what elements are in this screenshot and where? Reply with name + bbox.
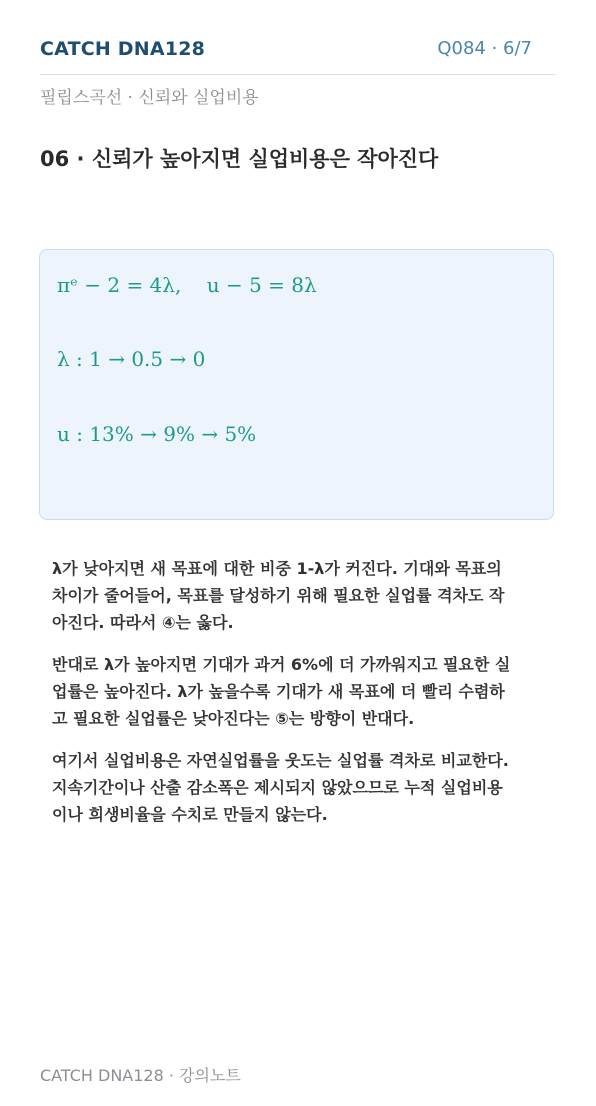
formula-lambda-path: λ : 1 → 0.5 → 0 bbox=[57, 347, 206, 371]
page-footer: CATCH DNA128 · 강의노트 bbox=[40, 1066, 241, 1085]
explanation-paragraph-1 bbox=[52, 555, 552, 636]
page-indicator: Q084 · 6/7 bbox=[437, 38, 532, 59]
formula-box bbox=[39, 249, 554, 520]
paragraph-line: 업률은 높아진다. λ가 높을수록 기대가 새 목표에 더 빨리 수렴하 bbox=[52, 682, 505, 701]
paragraph-line: 지속기간이나 산출 감소폭은 제시되지 않았으므로 누적 실업비용 bbox=[52, 778, 503, 797]
paragraph-line: 고 필요한 실업률은 낮아진다는 ⑤는 방향이 반대다. bbox=[52, 709, 415, 728]
explanation-paragraph-2 bbox=[52, 651, 552, 732]
brand-title: CATCH DNA128 bbox=[40, 38, 206, 60]
page-header bbox=[40, 36, 556, 75]
page-title: 06 · 신뢰가 높아지면 실업비용은 작아진다 bbox=[40, 147, 439, 171]
paragraph-line: λ가 낮아지면 새 목표에 대한 비중 1-λ가 커진다. 기대와 목표의 bbox=[52, 559, 502, 578]
paragraph-line: 차이가 줄어들어, 목표를 달성하기 위해 필요한 실업률 격차도 작 bbox=[52, 586, 505, 605]
explanation-paragraph-3 bbox=[52, 747, 552, 828]
paragraph-line: 이나 희생비율을 수치로 만들지 않는다. bbox=[52, 805, 328, 824]
paragraph-line: 여기서 실업비용은 자연실업률을 웃도는 실업률 격차로 비교한다. bbox=[52, 751, 509, 770]
formula-unemployment-path: u : 13% → 9% → 5% bbox=[57, 422, 257, 446]
paragraph-line: 반대로 λ가 높아지면 기대가 과거 6%에 더 가까워지고 필요한 실 bbox=[52, 655, 511, 674]
section-subtitle: 필립스곡선 · 신뢰와 실업비용 bbox=[40, 88, 259, 108]
paragraph-line: 아진다. 따라서 ④는 옳다. bbox=[52, 613, 234, 632]
formula-expectation-equation: πᵉ − 2 = 4λ, u − 5 = 8λ bbox=[57, 273, 317, 297]
